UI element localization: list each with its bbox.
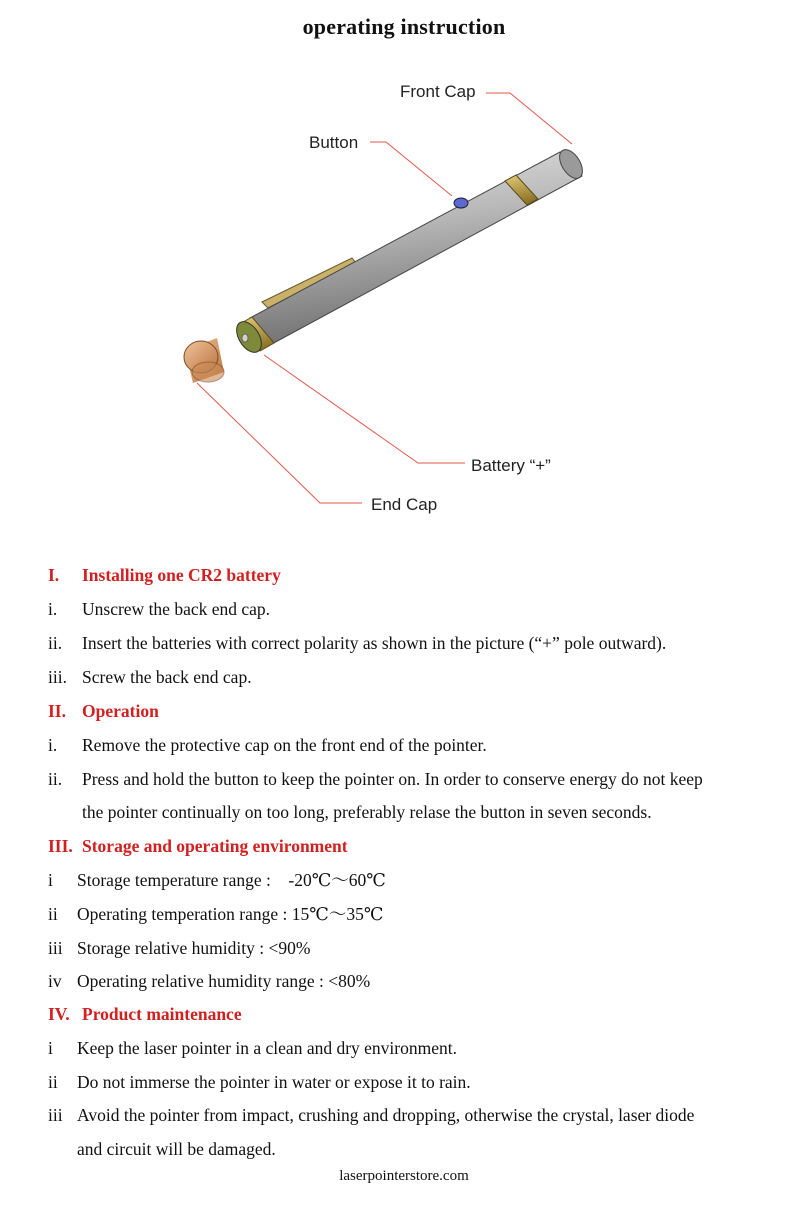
section-number: I. <box>48 565 60 585</box>
battery-plus-label: Battery “+” <box>471 456 551 475</box>
section-number: III. <box>48 836 73 856</box>
end-cap-part <box>184 338 224 383</box>
item-number: iii <box>48 938 63 958</box>
item-text: Operating relative humidity range : <80% <box>77 971 371 991</box>
section-title: Installing one CR2 battery <box>82 565 281 585</box>
end-cap-label: End Cap <box>371 495 438 514</box>
leader-lines <box>197 93 572 503</box>
section-number: IV. <box>48 1004 70 1024</box>
pointer-body <box>232 146 588 357</box>
item-text: Storage relative humidity : <90% <box>77 938 311 958</box>
item-number: ii <box>48 904 58 924</box>
item-text: Unscrew the back end cap. <box>82 599 271 619</box>
item-number: i <box>48 1038 53 1058</box>
item-number: iii <box>48 1105 63 1125</box>
item-text: Avoid the pointer from impact, crushing and dropping, otherwise the crystal, laser diode <box>77 1105 695 1125</box>
item-number: ii. <box>48 769 63 789</box>
item-number: iv <box>48 971 62 991</box>
laser-pointer-diagram <box>0 0 808 560</box>
item-text: Screw the back end cap. <box>82 667 252 687</box>
section-title: Storage and operating environment <box>82 836 348 856</box>
button-label: Button <box>309 133 359 152</box>
list-item-continuation: the pointer continually on too long, preferably relase the button in seven seconds. <box>82 802 652 822</box>
item-text: Keep the laser pointer in a clean and dry environment. <box>77 1038 457 1058</box>
item-number: iii. <box>48 667 67 687</box>
item-number: ii <box>48 1072 58 1092</box>
item-text: Remove the protective cap on the front end of the pointer. <box>82 735 487 755</box>
item-number: ii. <box>48 633 63 653</box>
item-number: i. <box>48 599 58 619</box>
front-cap-label: Front Cap <box>400 82 476 101</box>
section-title: Operation <box>82 701 159 721</box>
item-text: Do not immerse the pointer in water or expose it to rain. <box>77 1072 471 1092</box>
item-text: Press and hold the button to keep the pointer on. In order to conserve energy do not keep <box>82 769 703 789</box>
section-number: II. <box>48 701 66 721</box>
item-text: Insert the batteries with correct polarity as shown in the picture (“+” pole outward). <box>82 633 667 653</box>
document-title: operating instruction <box>302 14 506 39</box>
footer-website: laserpointerstore.com <box>339 1168 469 1184</box>
item-number: i <box>48 870 53 890</box>
item-text: Operating temperation range : 15℃～35℃ <box>77 904 384 924</box>
list-item-continuation: and circuit will be damaged. <box>77 1139 276 1159</box>
button-icon <box>454 198 468 208</box>
battery-contact-icon <box>242 334 248 342</box>
item-text: Storage temperature range : -20℃～60℃ <box>77 870 386 890</box>
item-number: i. <box>48 735 58 755</box>
section-title: Product maintenance <box>82 1004 242 1024</box>
